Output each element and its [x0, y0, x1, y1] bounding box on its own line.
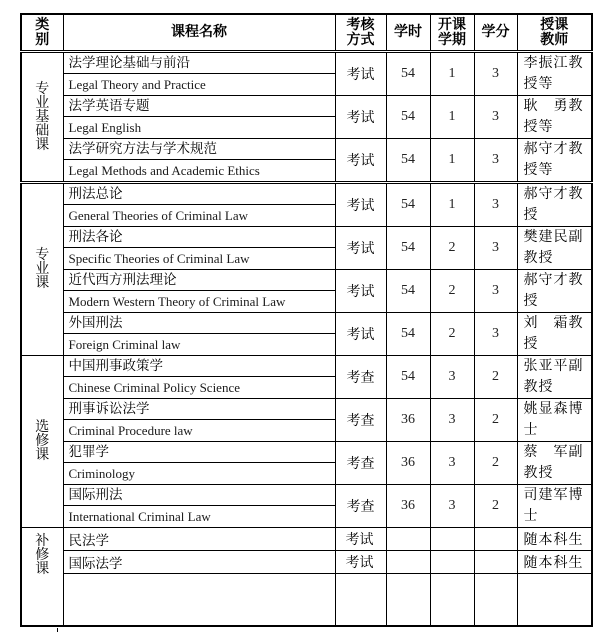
semester-cell: 1: [430, 183, 474, 227]
course-name-en: Modern Western Theory of Criminal Law: [63, 291, 335, 313]
teacher-cell: 郝守才教授: [517, 183, 592, 227]
teacher-cell: 随本科生: [517, 551, 592, 574]
course-name-en: Legal English: [63, 117, 335, 139]
semester-cell: 1: [430, 96, 474, 139]
hours-cell: [386, 528, 430, 551]
assessment-cell: 考试: [335, 52, 386, 96]
hours-cell: 54: [386, 96, 430, 139]
table-row: [21, 442, 592, 463]
course-name-zh: 国际刑法: [63, 485, 335, 506]
course-name-zh: 法学理论基础与前沿: [63, 52, 335, 74]
category-cell: 补修课: [21, 528, 63, 627]
assessment-cell: 考试: [335, 96, 386, 139]
empty-cell: [517, 574, 592, 627]
category-cell: 专业基础课: [21, 52, 63, 183]
semester-cell: 3: [430, 399, 474, 442]
teacher-cell: 司建军博士: [517, 485, 592, 528]
credits-cell: 3: [474, 96, 517, 139]
assessment-cell: 考查: [335, 485, 386, 528]
teacher-cell: 刘 霜教授: [517, 313, 592, 356]
assessment-cell: 考查: [335, 442, 386, 485]
credits-cell: 2: [474, 442, 517, 485]
course-name-zh: 刑事诉讼法学: [63, 399, 335, 420]
semester-cell: 2: [430, 313, 474, 356]
hours-cell: 54: [386, 313, 430, 356]
header-assessment: 考核方式: [335, 14, 386, 52]
credits-cell: 2: [474, 399, 517, 442]
course-name-zh: 国际法学: [63, 551, 335, 574]
course-name-zh: 法学英语专题: [63, 96, 335, 117]
table-row: [21, 270, 592, 291]
teacher-cell: 樊建民副教授: [517, 227, 592, 270]
assessment-cell: 考查: [335, 399, 386, 442]
empty-cell: [386, 574, 430, 627]
semester-cell: [430, 551, 474, 574]
header-course-name: 课程名称: [63, 14, 335, 52]
course-name-zh: 民法学: [63, 528, 335, 551]
empty-cell: [63, 574, 335, 627]
semester-cell: 2: [430, 270, 474, 313]
course-name-en: Foreign Criminal law: [63, 334, 335, 356]
semester-cell: 3: [430, 442, 474, 485]
table-row: [21, 528, 592, 551]
hours-cell: [386, 551, 430, 574]
teacher-cell: 郝守才教授: [517, 270, 592, 313]
semester-cell: 1: [430, 139, 474, 183]
hours-cell: 54: [386, 183, 430, 227]
semester-cell: 1: [430, 52, 474, 96]
hours-cell: 36: [386, 485, 430, 528]
course-name-en: Criminology: [63, 463, 335, 485]
hours-cell: 36: [386, 399, 430, 442]
empty-cell: [474, 574, 517, 627]
credits-cell: 3: [474, 183, 517, 227]
course-name-en: Legal Theory and Practice: [63, 74, 335, 96]
credits-cell: 3: [474, 227, 517, 270]
course-name-en: Chinese Criminal Policy Science: [63, 377, 335, 399]
hours-cell: 36: [386, 442, 430, 485]
semester-cell: 3: [430, 356, 474, 399]
table-header-row: [21, 14, 592, 52]
credits-cell: 2: [474, 485, 517, 528]
table-row: [21, 227, 592, 248]
semester-cell: 3: [430, 485, 474, 528]
semester-cell: 2: [430, 227, 474, 270]
teacher-cell: 随本科生: [517, 528, 592, 551]
assessment-cell: 考试: [335, 313, 386, 356]
category-cell: 专业课: [21, 183, 63, 356]
teacher-cell: 耿 勇教授等: [517, 96, 592, 139]
credits-cell: [474, 528, 517, 551]
cursor-mark: [57, 628, 58, 632]
empty-row: [21, 574, 592, 627]
header-credits: 学分: [474, 14, 517, 52]
curriculum-table: [20, 13, 593, 627]
course-name-zh: 近代西方刑法理论: [63, 270, 335, 291]
hours-cell: 54: [386, 270, 430, 313]
assessment-cell: 考试: [335, 227, 386, 270]
credits-cell: 3: [474, 52, 517, 96]
credits-cell: 3: [474, 139, 517, 183]
course-name-zh: 刑法总论: [63, 183, 335, 205]
table-row: [21, 551, 592, 574]
table-row: [21, 139, 592, 160]
table-row: [21, 183, 592, 205]
assessment-cell: 考试: [335, 139, 386, 183]
course-name-en: Specific Theories of Criminal Law: [63, 248, 335, 270]
header-hours: 学时: [386, 14, 430, 52]
table-row: [21, 313, 592, 334]
teacher-cell: 郝守才教授等: [517, 139, 592, 183]
hours-cell: 54: [386, 139, 430, 183]
empty-cell: [430, 574, 474, 627]
header-teacher: 授课教师: [517, 14, 592, 52]
course-name-en: General Theories of Criminal Law: [63, 205, 335, 227]
hours-cell: 54: [386, 227, 430, 270]
course-name-zh: 外国刑法: [63, 313, 335, 334]
assessment-cell: 考试: [335, 551, 386, 574]
hours-cell: 54: [386, 52, 430, 96]
teacher-cell: 李振江教授等: [517, 52, 592, 96]
teacher-cell: 蔡 军副教授: [517, 442, 592, 485]
category-cell: 选修课: [21, 356, 63, 528]
hours-cell: 54: [386, 356, 430, 399]
table-row: [21, 485, 592, 506]
assessment-cell: 考试: [335, 183, 386, 227]
assessment-cell: 考试: [335, 270, 386, 313]
empty-cell: [335, 574, 386, 627]
header-semester: 开课学期: [430, 14, 474, 52]
course-name-zh: 法学研究方法与学术规范: [63, 139, 335, 160]
credits-cell: 3: [474, 313, 517, 356]
table-row: [21, 356, 592, 377]
course-name-zh: 犯罪学: [63, 442, 335, 463]
table-row: [21, 96, 592, 117]
course-name-en: Criminal Procedure law: [63, 420, 335, 442]
course-name-en: Legal Methods and Academic Ethics: [63, 160, 335, 183]
assessment-cell: 考查: [335, 356, 386, 399]
credits-cell: 3: [474, 270, 517, 313]
course-name-en: International Criminal Law: [63, 506, 335, 528]
credits-cell: 2: [474, 356, 517, 399]
header-category: 类别: [21, 14, 63, 52]
teacher-cell: 姚显森博士: [517, 399, 592, 442]
assessment-cell: 考试: [335, 528, 386, 551]
table-row: [21, 399, 592, 420]
semester-cell: [430, 528, 474, 551]
teacher-cell: 张亚平副教授: [517, 356, 592, 399]
course-name-zh: 刑法各论: [63, 227, 335, 248]
course-name-zh: 中国刑事政策学: [63, 356, 335, 377]
credits-cell: [474, 551, 517, 574]
table-row: [21, 52, 592, 74]
